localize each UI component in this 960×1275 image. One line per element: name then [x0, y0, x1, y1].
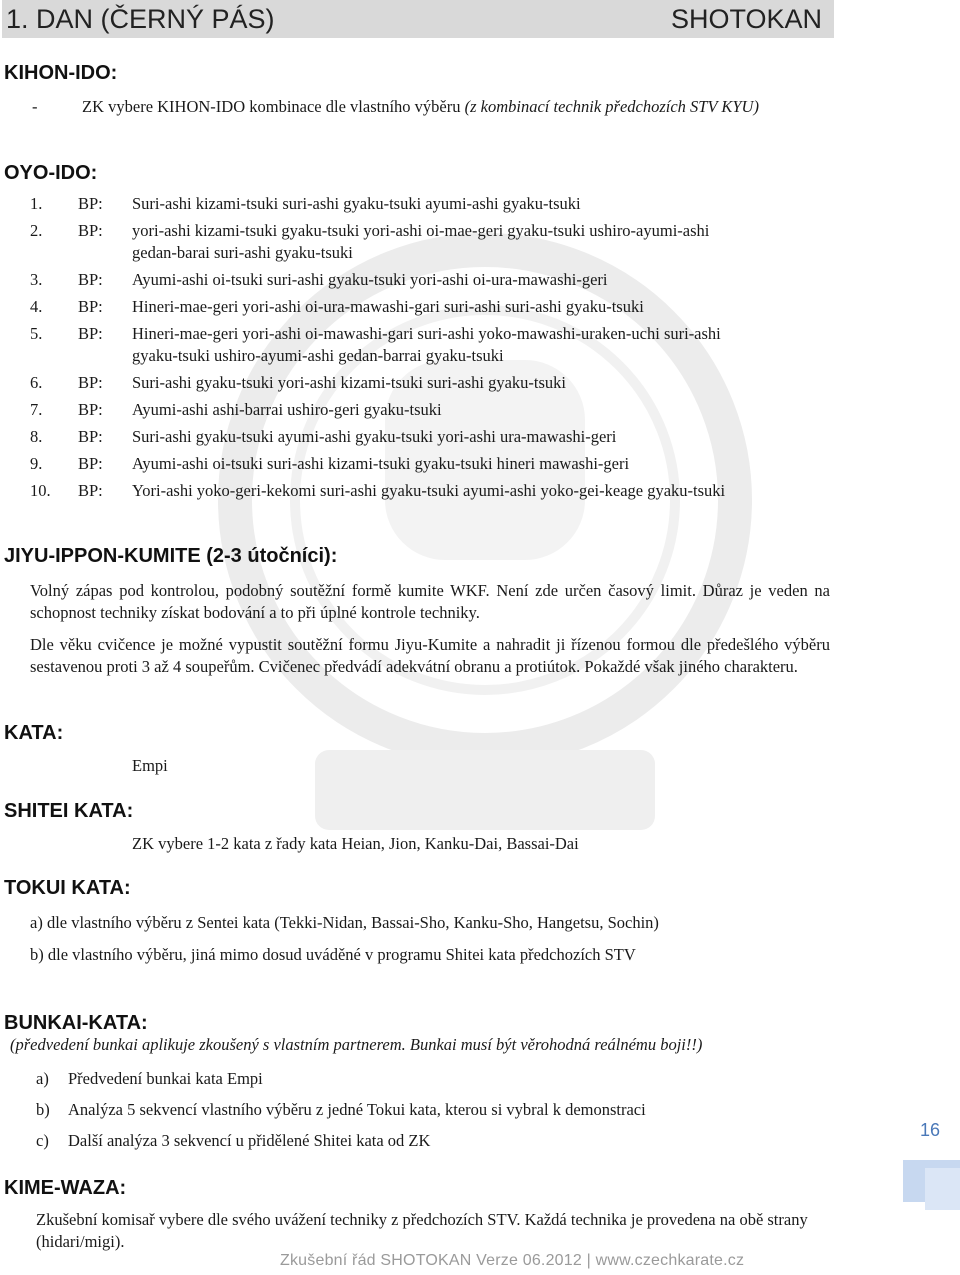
item-desc: Suri-ashi kizami-tsuki suri-ashi gyaku-tsuki ayumi-ashi gyaku-tsuki: [132, 194, 581, 213]
item-number: 8.: [30, 427, 43, 446]
list-item: [30, 372, 830, 394]
item-bp: BP:: [78, 297, 103, 316]
item-bp: BP:: [78, 270, 103, 289]
item-bp: BP:: [78, 427, 103, 446]
bunkai-list: [36, 1068, 836, 1161]
item-number: 3.: [30, 270, 43, 289]
item-number: 5.: [30, 324, 43, 343]
page-footer: Zkušební řád SHOTOKAN Verze 06.2012 | www.czechkarate.cz: [280, 1252, 745, 1269]
item-number: 10.: [30, 481, 51, 500]
page-header: [2, 0, 834, 38]
item-desc: Ayumi-ashi ashi-barrai ushiro-geri gyaku-tsuki: [132, 400, 442, 419]
item-number: 1.: [30, 194, 43, 213]
kime-text: Zkušební komisař vybere dle svého uvážení techniky z předchozích STV. Každá technika je provedena na obě strany (hidari/migi).: [36, 1210, 808, 1251]
item-desc: Ayumi-ashi oi-tsuki suri-ashi gyaku-tsuki yori-ashi oi-ura-mawashi-geri: [132, 270, 608, 289]
item-bp: BP:: [78, 454, 103, 473]
item-desc: Ayumi-ashi oi-tsuki suri-ashi kizami-tsuki gyaku-tsuki hineri mawashi-geri: [132, 454, 630, 473]
page-number: 16: [920, 1120, 941, 1140]
oyo-heading: OYO-IDO:: [4, 162, 98, 184]
list-item: [30, 220, 830, 264]
item-bp: BP:: [78, 194, 103, 213]
tokui-heading: TOKUI KATA:: [4, 877, 131, 899]
item-bp: BP:: [78, 481, 103, 500]
bunkai-note: (předvedení bunkai aplikuje zkoušený s vlastním partnerem. Bunkai musí být věrohodná reálnému boji!!): [10, 1035, 703, 1054]
item-bp: BP:: [78, 373, 103, 392]
shitei-value: ZK vybere 1-2 kata z řady kata Heian, Jion, Kanku-Dai, Bassai-Dai: [132, 834, 579, 853]
item-bp: BP:: [78, 324, 103, 343]
jiyu-paragraph-1: Volný zápas pod kontrolou, podobný soutěžní formě kumite WKF. Není zde určen časový limit. Důraz je veden na schopnost techniky získat bodování a to při úplné kontrole techniky.: [30, 581, 830, 622]
header-style: SHOTOKAN: [670, 3, 822, 34]
kime-heading: KIME-WAZA:: [4, 1177, 127, 1199]
kata-heading: KATA:: [4, 722, 64, 744]
list-item: [30, 426, 830, 448]
kihon-text-normal: ZK vybere KIHON-IDO kombinace dle vlastního výběru: [82, 97, 465, 116]
list-item: [30, 193, 830, 215]
kihon-text-italic: (z kombinací technik předchozích STV KYU): [464, 97, 759, 116]
oyo-list: [30, 193, 830, 507]
item-desc: Suri-ashi gyaku-tsuki ayumi-ashi gyaku-tsuki yori-ashi ura-mawashi-geri: [132, 427, 617, 446]
kihon-dash: -: [32, 97, 38, 116]
list-item: [30, 323, 830, 367]
list-item: [36, 1099, 836, 1130]
jiyu-heading: JIYU-IPPON-KUMITE (2-3 útočníci):: [4, 545, 338, 567]
item-desc: Hineri-mae-geri yori-ashi oi-mawashi-gari suri-ashi yoko-mawashi-uraken-uchi suri-ashi gyaku-tsuki ushiro-ayumi-ashi gedan-barrai gyaku-tsuki: [132, 324, 721, 365]
kihon-heading: KIHON-IDO:: [4, 62, 118, 84]
item-number: 2.: [30, 221, 43, 240]
item-text: Analýza 5 sekvencí vlastního výběru z jedné Tokui kata, kterou si vybral k demonstraci: [68, 1100, 646, 1119]
item-desc: yori-ashi kizami-tsuki gyaku-tsuki yori-ashi oi-mae-geri gyaku-tsuki ushiro-ayumi-ashi gedan-barai suri-ashi gyaku-tsuki: [132, 221, 710, 262]
item-letter: a): [36, 1069, 49, 1088]
list-item: [30, 269, 830, 291]
item-letter: b): [36, 1100, 50, 1119]
item-text: Další analýza 3 sekvencí u přidělené Shitei kata od ZK: [68, 1131, 431, 1150]
item-letter: c): [36, 1131, 49, 1150]
item-bp: BP:: [78, 400, 103, 419]
item-desc: Suri-ashi gyaku-tsuki yori-ashi kizami-tsuki suri-ashi gyaku-tsuki: [132, 373, 566, 392]
item-number: 6.: [30, 373, 43, 392]
jiyu-paragraph-2: Dle věku cvičence je možné vypustit soutěžní formu Jiyu-Kumite a nahradit ji řízenou formou dle předešlého výběru sestavenou proti 3 až 4 soupeřům. Cvičenec předvádí adekvátní obranu a protiútok. Pokaždé však jiného charakteru.: [30, 635, 830, 676]
item-desc: Yori-ashi yoko-geri-kekomi suri-ashi gyaku-tsuki ayumi-ashi yoko-gei-keage gyaku-tsuki: [132, 481, 726, 500]
tokui-option-a: a) dle vlastního výběru z Sentei kata (Tekki-Nidan, Bassai-Sho, Kanku-Sho, Hangetsu, Sochin): [30, 913, 659, 932]
bunkai-heading: BUNKAI-KATA:: [4, 1012, 148, 1034]
kihon-text: [82, 96, 842, 118]
list-item: [30, 296, 830, 318]
list-item: [30, 480, 830, 502]
item-number: 7.: [30, 400, 43, 419]
list-item: [36, 1130, 836, 1161]
page-number-decoration-inner: [925, 1168, 960, 1210]
item-desc: Hineri-mae-geri yori-ashi oi-ura-mawashi-gari suri-ashi suri-ashi gyaku-tsuki: [132, 297, 644, 316]
item-text: Předvedení bunkai kata Empi: [68, 1069, 263, 1088]
item-number: 4.: [30, 297, 43, 316]
item-bp: BP:: [78, 221, 103, 240]
kata-value: Empi: [132, 756, 168, 775]
list-item: [30, 399, 830, 421]
list-item: [30, 453, 830, 475]
shitei-heading: SHITEI KATA:: [4, 800, 134, 822]
item-number: 9.: [30, 454, 43, 473]
header-title: 1. DAN (ČERNÝ PÁS): [6, 3, 275, 34]
tokui-option-b: b) dle vlastního výběru, jiná mimo dosud uváděné v programu Shitei kata předchozích STV: [30, 945, 636, 964]
list-item: [36, 1068, 836, 1099]
